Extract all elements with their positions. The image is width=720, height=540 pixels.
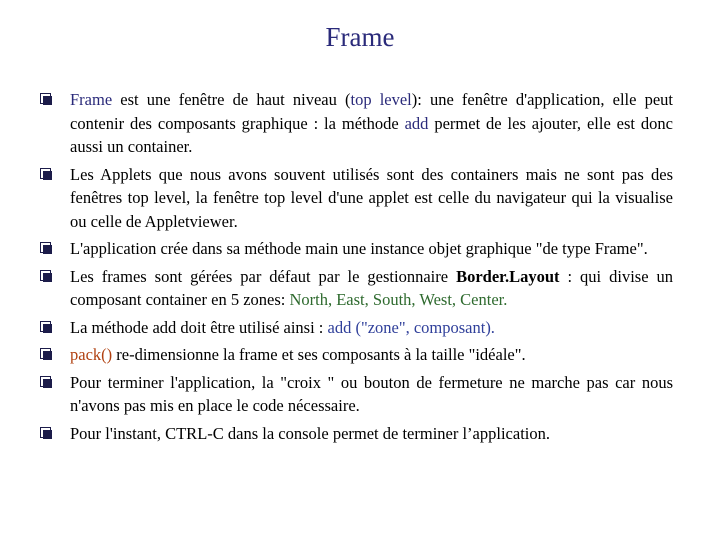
bullet-item — [40, 163, 673, 234]
bullet-text: pack() re-dimensionne la frame et ses composants à la taille "idéale". — [70, 345, 526, 364]
bullet-text: Pour terminer l'application, la "croix " ou bouton de fermeture ne marche pas car nous n'avons pas mis en place le code nécessaire. — [70, 372, 673, 415]
square-bullet-icon — [40, 168, 51, 179]
bullet-item — [40, 343, 673, 367]
bullet-item — [40, 371, 673, 418]
bullet-text: Les frames sont gérées par défaut par le gestionnaire Border.Layout : qui divise un composant container en 5 zones: North, East, South, West, Center. — [70, 266, 674, 309]
square-bullet-icon — [40, 270, 51, 281]
square-bullet-icon — [40, 348, 51, 359]
square-bullet-icon — [40, 427, 51, 438]
bullet-item — [40, 422, 673, 446]
bullet-item — [40, 237, 673, 261]
square-bullet-icon — [40, 93, 51, 104]
bullet-text: Pour l'instant, CTRL-C dans la console permet de terminer l’application. — [70, 423, 550, 443]
bullet-item — [40, 265, 673, 312]
bullet-text: La méthode add doit être utilisé ainsi : add ("zone", composant). — [70, 317, 495, 337]
square-bullet-icon — [40, 242, 51, 253]
bullet-text: Les Applets que nous avons souvent utilisés sont des containers mais ne sont pas des fenêtres top level, la fenêtre top level d'une applet est celle du navigateur qui la visualise ou celle de Appletviewer. — [70, 164, 673, 231]
bullet-text: L'application crée dans sa méthode main une instance objet graphique "de type Frame". — [70, 239, 648, 258]
bullet-item — [40, 88, 673, 159]
square-bullet-icon — [40, 376, 51, 387]
bullet-item — [40, 316, 673, 340]
page-title: Frame — [325, 22, 395, 52]
bullet-text: Frame est une fenêtre de haut niveau (top level): une fenêtre d'application, elle peut contenir des composants graphique : la méthode add permet de les ajouter, elle est donc aussi un container. — [70, 90, 673, 156]
bullet-list — [40, 88, 673, 445]
square-bullet-icon — [40, 321, 51, 332]
